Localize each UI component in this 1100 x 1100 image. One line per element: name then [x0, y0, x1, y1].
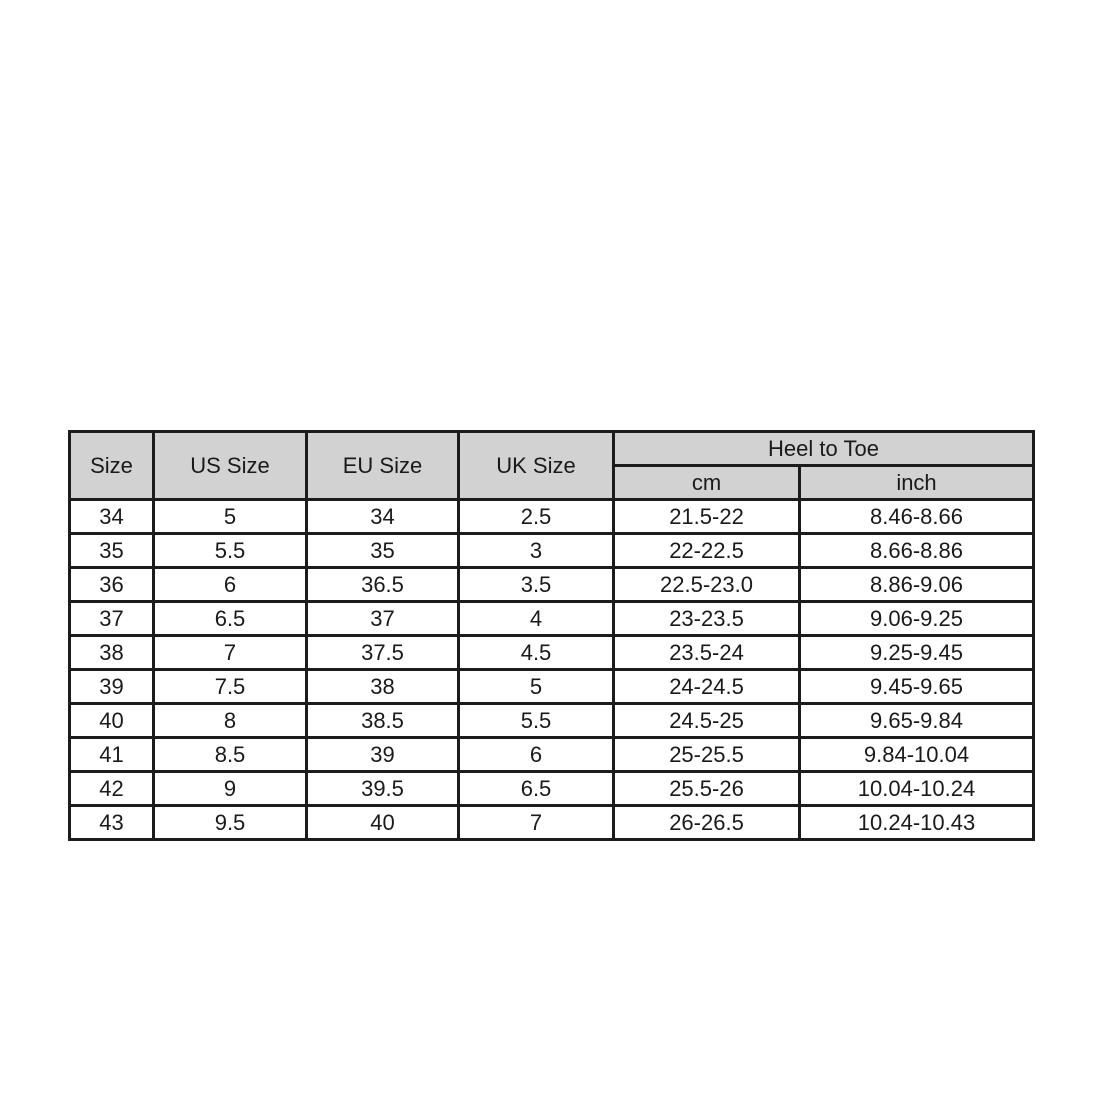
cell-size: 35: [70, 534, 154, 568]
cell-eu-size: 38.5: [307, 704, 459, 738]
cell-size: 34: [70, 500, 154, 534]
cell-cm: 22.5-23.0: [614, 568, 800, 602]
cell-eu-size: 36.5: [307, 568, 459, 602]
cell-eu-size: 37.5: [307, 636, 459, 670]
cell-eu-size: 35: [307, 534, 459, 568]
cell-us-size: 5: [154, 500, 307, 534]
cell-size: 39: [70, 670, 154, 704]
table-row: [70, 602, 1034, 636]
table-row: [70, 500, 1034, 534]
table-row: [70, 636, 1034, 670]
cell-inch: 9.25-9.45: [800, 636, 1034, 670]
cell-cm: 23.5-24: [614, 636, 800, 670]
cell-us-size: 9.5: [154, 806, 307, 840]
cell-cm: 24.5-25: [614, 704, 800, 738]
cell-uk-size: 4: [459, 602, 614, 636]
header-cm: cm: [614, 466, 800, 500]
cell-inch: 9.65-9.84: [800, 704, 1034, 738]
size-chart-body: [70, 500, 1034, 840]
cell-eu-size: 39: [307, 738, 459, 772]
cell-inch: 9.06-9.25: [800, 602, 1034, 636]
cell-cm: 22-22.5: [614, 534, 800, 568]
cell-us-size: 8: [154, 704, 307, 738]
cell-cm: 25-25.5: [614, 738, 800, 772]
header-size: Size: [70, 432, 154, 500]
cell-inch: 8.46-8.66: [800, 500, 1034, 534]
header-uk-size: UK Size: [459, 432, 614, 500]
table-row: [70, 704, 1034, 738]
table-row: [70, 534, 1034, 568]
cell-uk-size: 5: [459, 670, 614, 704]
cell-size: 42: [70, 772, 154, 806]
cell-uk-size: 4.5: [459, 636, 614, 670]
cell-eu-size: 38: [307, 670, 459, 704]
cell-cm: 24-24.5: [614, 670, 800, 704]
header-eu-size: EU Size: [307, 432, 459, 500]
cell-inch: 10.04-10.24: [800, 772, 1034, 806]
cell-inch: 9.84-10.04: [800, 738, 1034, 772]
cell-size: 43: [70, 806, 154, 840]
cell-cm: 25.5-26: [614, 772, 800, 806]
cell-us-size: 5.5: [154, 534, 307, 568]
header-us-size: US Size: [154, 432, 307, 500]
cell-cm: 21.5-22: [614, 500, 800, 534]
cell-inch: 9.45-9.65: [800, 670, 1034, 704]
header-heel-to-toe: Heel to Toe: [614, 432, 1034, 466]
cell-uk-size: 2.5: [459, 500, 614, 534]
cell-us-size: 9: [154, 772, 307, 806]
cell-size: 41: [70, 738, 154, 772]
cell-uk-size: 3: [459, 534, 614, 568]
table-row: [70, 772, 1034, 806]
cell-uk-size: 5.5: [459, 704, 614, 738]
cell-inch: 8.86-9.06: [800, 568, 1034, 602]
cell-eu-size: 34: [307, 500, 459, 534]
cell-uk-size: 3.5: [459, 568, 614, 602]
cell-us-size: 6: [154, 568, 307, 602]
table-row: [70, 806, 1034, 840]
table-row: [70, 670, 1034, 704]
cell-inch: 8.66-8.86: [800, 534, 1034, 568]
header-inch: inch: [800, 466, 1034, 500]
table-row: [70, 568, 1034, 602]
cell-us-size: 7.5: [154, 670, 307, 704]
size-chart-table: [68, 430, 1035, 841]
cell-eu-size: 37: [307, 602, 459, 636]
cell-cm: 23-23.5: [614, 602, 800, 636]
cell-uk-size: 6: [459, 738, 614, 772]
size-chart-header: [70, 432, 1034, 500]
cell-us-size: 6.5: [154, 602, 307, 636]
cell-us-size: 8.5: [154, 738, 307, 772]
cell-eu-size: 40: [307, 806, 459, 840]
cell-uk-size: 6.5: [459, 772, 614, 806]
cell-size: 38: [70, 636, 154, 670]
cell-eu-size: 39.5: [307, 772, 459, 806]
cell-us-size: 7: [154, 636, 307, 670]
cell-size: 40: [70, 704, 154, 738]
cell-cm: 26-26.5: [614, 806, 800, 840]
table-row: [70, 738, 1034, 772]
cell-size: 36: [70, 568, 154, 602]
cell-uk-size: 7: [459, 806, 614, 840]
header-row: [70, 432, 1034, 466]
cell-size: 37: [70, 602, 154, 636]
cell-inch: 10.24-10.43: [800, 806, 1034, 840]
